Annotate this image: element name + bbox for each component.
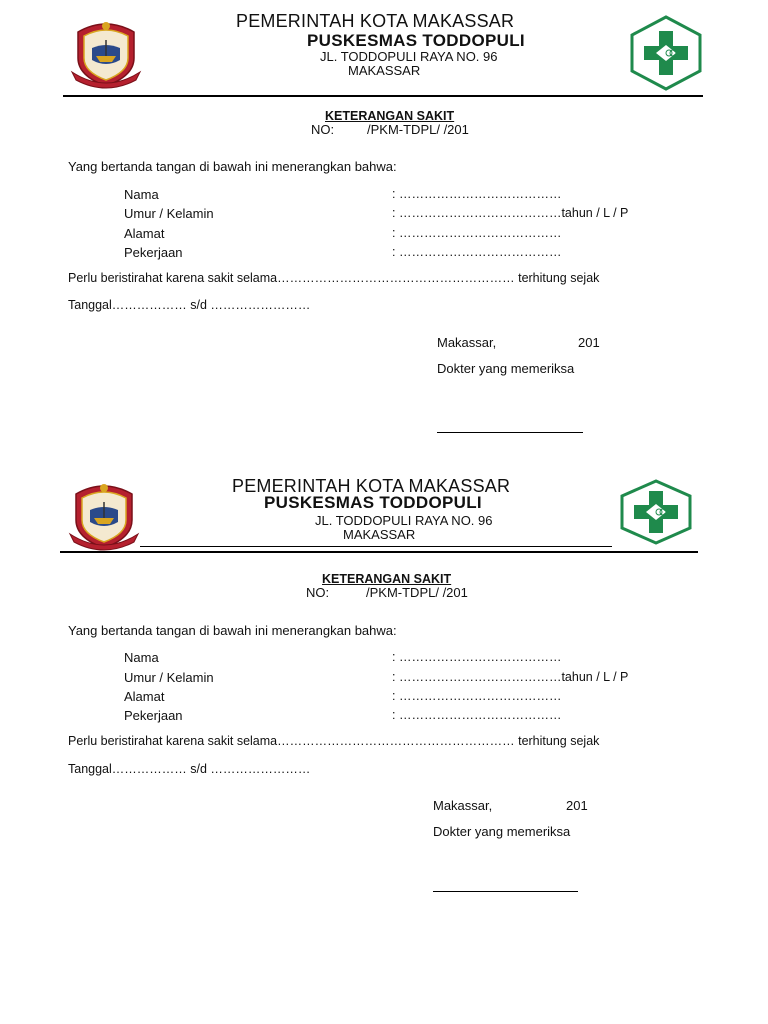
health-logo-icon — [628, 15, 704, 91]
field-label-address: Alamat — [124, 689, 165, 704]
field-label-occupation: Pekerjaan — [124, 708, 183, 723]
field-value-name: : ………………………………… — [392, 187, 562, 201]
document-number-label: NO: — [311, 122, 335, 137]
header-divider-thick — [63, 95, 703, 97]
health-logo-icon — [618, 479, 694, 545]
field-value-occupation: : ………………………………… — [392, 708, 562, 722]
intro-text: Yang bertanda tangan di bawah ini menerangkan bahwa: — [68, 623, 397, 638]
document-number-label: NO: — [306, 585, 330, 600]
document-number: /PKM-TDPL/ /201 — [366, 585, 468, 600]
field-label-occupation: Pekerjaan — [124, 245, 183, 260]
clinic-city: MAKASSAR — [343, 527, 416, 542]
field-label-name: Nama — [124, 650, 159, 665]
rest-period-line: Perlu beristirahat karena sakit selama………………………………………………… terhitung sejak — [68, 271, 600, 285]
signature-line — [437, 432, 583, 433]
field-value-age-sex: : …………………………………tahun / L / P — [392, 670, 629, 684]
intro-text: Yang bertanda tangan di bawah ini menerangkan bahwa: — [68, 159, 397, 174]
header-divider-thick — [60, 551, 698, 553]
header-divider-thin — [140, 546, 612, 547]
clinic-city: MAKASSAR — [348, 63, 421, 78]
field-label-age-sex: Umur / Kelamin — [124, 670, 214, 685]
year-label: 201 — [566, 798, 588, 813]
examiner-label: Dokter yang memeriksa — [437, 361, 575, 376]
clinic-name: PUSKESMAS TODDOPULI — [264, 493, 482, 512]
place-date-label: Makassar, — [437, 335, 497, 350]
examiner-label: Dokter yang memeriksa — [433, 824, 571, 839]
field-value-name: : ………………………………… — [392, 650, 562, 664]
field-value-address: : ………………………………… — [392, 226, 562, 240]
document-number: /PKM-TDPL/ /201 — [367, 122, 469, 137]
date-range-line: Tanggal……………… s/d …………………… — [68, 298, 311, 312]
place-date-label: Makassar, — [433, 798, 493, 813]
field-label-age-sex: Umur / Kelamin — [124, 206, 214, 221]
field-value-address: : ………………………………… — [392, 689, 562, 703]
date-range-line: Tanggal……………… s/d …………………… — [68, 762, 311, 776]
rest-period-line: Perlu beristirahat karena sakit selama………………………………………………… terhitung sejak — [68, 734, 600, 748]
field-value-age-sex: : …………………………………tahun / L / P — [392, 206, 629, 220]
year-label: 201 — [578, 335, 600, 350]
field-label-name: Nama — [124, 187, 159, 202]
signature-line — [433, 891, 578, 892]
city-seal-icon — [68, 476, 140, 552]
document-title: KETERANGAN SAKIT — [322, 572, 452, 586]
clinic-address: JL. TODDOPULI RAYA NO. 96 — [315, 513, 493, 528]
city-seal-icon — [70, 14, 142, 90]
clinic-name: PUSKESMAS TODDOPULI — [307, 31, 525, 50]
government-name: PEMERINTAH KOTA MAKASSAR — [232, 476, 511, 496]
clinic-address: JL. TODDOPULI RAYA NO. 96 — [320, 49, 498, 64]
government-name: PEMERINTAH KOTA MAKASSAR — [236, 11, 515, 31]
field-value-occupation: : ………………………………… — [392, 245, 562, 259]
document-title: KETERANGAN SAKIT — [325, 109, 455, 123]
field-label-address: Alamat — [124, 226, 165, 241]
